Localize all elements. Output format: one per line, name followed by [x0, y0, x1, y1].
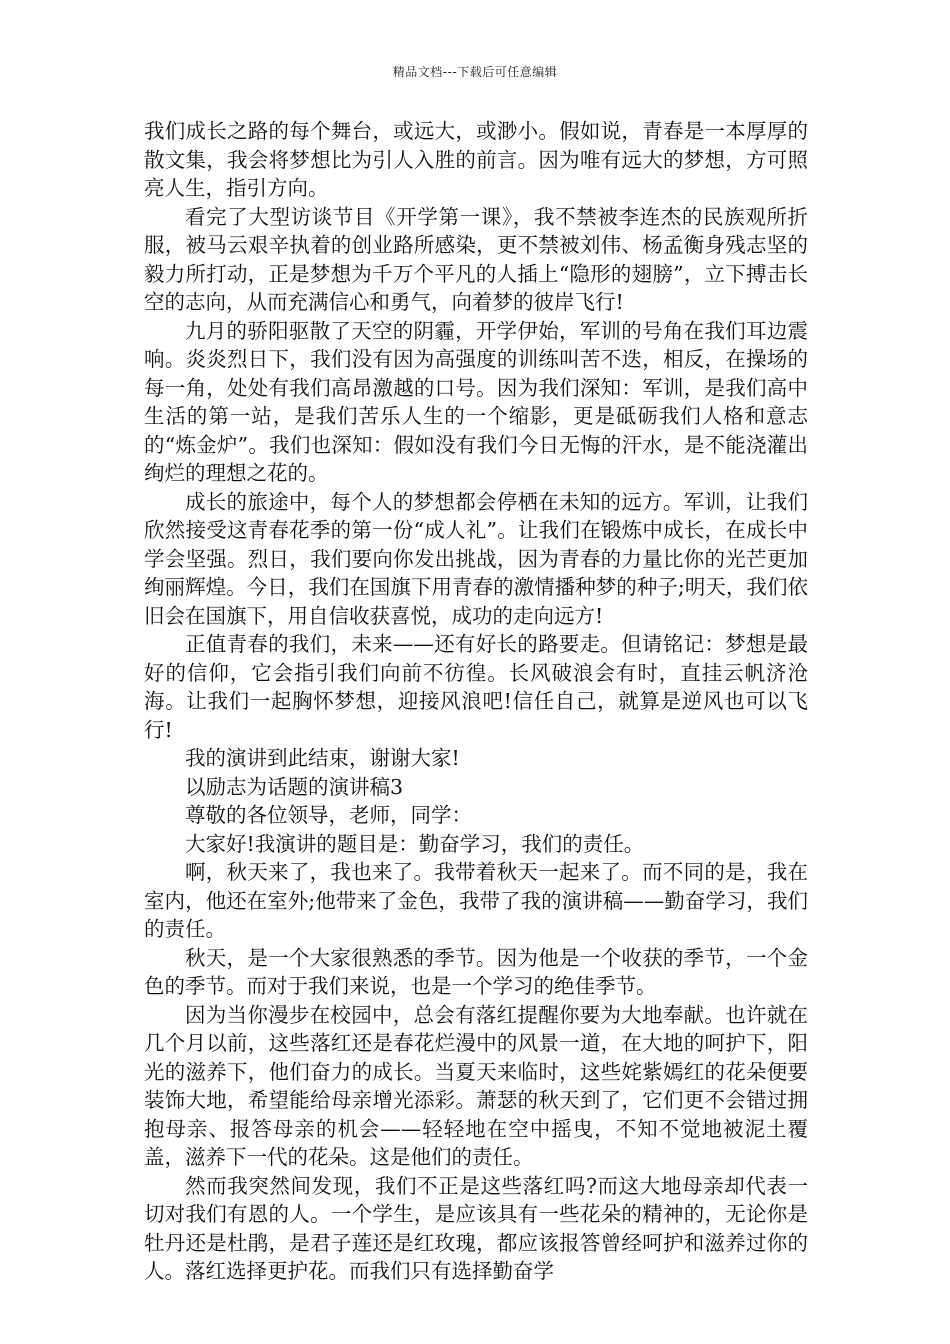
paragraph: 看完了大型访谈节目《开学第一课》，我不禁被李连杰的民族观所折服，被马云艰辛执着的创业路所感染，更不禁被刘伟、杨孟衡身残志坚的毅力所打动，正是梦想为千万个平凡的人插上“隐形的翅膀”，立下搏击长空的志向，从而充满信心和勇气，向着梦的彼岸飞行! [144, 204, 808, 314]
closing-line: 我的演讲到此结束，谢谢大家! [185, 746, 460, 770]
paragraph: 因为当你漫步在校园中，总会有落红提醒你要为大地奉献。也许就在几个月以前，这些落红还是春花烂漫中的风景一道，在大地的呵护下，阳光的滋养下，他们奋力的成长。当夏天来临时，这些姹紫嫣红的花朵便要装饰大地，希望能给母亲增光添彩。萧瑟的秋天到了，它们更不会错过拥抱母亲、报答母亲的机会——轻轻地在空中摇曳，不知不觉地被泥土覆盖，滋养下一代的花朵。这是他们的责任。 [144, 1002, 808, 1169]
salutation: 尊敬的各位领导，老师，同学： [185, 803, 472, 827]
paragraph: 我们成长之路的每个舞台，或远大，或渺小。假如说，青春是一本厚厚的散文集，我会将梦想比为引人入胜的前言。因为唯有远大的梦想，方可照亮人生，指引方向。 [144, 119, 808, 200]
paragraph: 大家好!我演讲的题目是：勤奋学习，我们的责任。 [185, 831, 645, 856]
paragraph: 啊，秋天来了，我也来了。我带着秋天一起来了。而不同的是，我在室内，他还在室外;他带来了金色，我带了我的演讲稿——勤奋学习，我们的责任。 [144, 860, 808, 941]
section-title: 以励志为话题的演讲稿3 [185, 774, 404, 799]
paragraph: 九月的骄阳驱散了天空的阴霾，开学伊始，军训的号角在我们耳边震响。炎炎烈日下，我们没有因为高强度的训练叫苦不迭，相反，在操场的每一角，处处有我们高昂激越的口号。因为我们深知：军训，是我们高中生活的第一站，是我们苦乐人生的一个缩影，更是砥砺我们人格和意志的“炼金炉”。我们也深知：假如没有我们今日无悔的汗水，是不能浇灌出绚烂的理想之花的。 [144, 318, 808, 485]
paragraph: 成长的旅途中，每个人的梦想都会停栖在未知的远方。军训，让我们欣然接受这青春花季的第一份“成人礼”。让我们在锻炼中成长，在成长中学会坚强。烈日，我们要向你发出挑战，因为青春的力量比你的光芒更加绚丽辉煌。今日，我们在国旗下用青春的激情播种梦的种子;明天，我们依旧会在国旗下，用自信收获喜悦，成功的走向远方! [144, 489, 808, 628]
paragraph: 然而我突然间发现，我们不正是这些落红吗?而这大地母亲却代表一切对我们有恩的人。一个学生，是应该具有一些花朵的精神的，无论你是牡丹还是杜鹃，是君子莲还是红玫瑰，都应该报答曾经呵护和滋养过你的人。落红选择更护花。而我们只有选择勤奋学 [144, 1173, 808, 1283]
paragraph: 正值青春的我们，未来——还有好长的路要走。但请铭记：梦想是最好的信仰，它会指引我们向前不彷徨。长风破浪会有时，直挂云帆济沧海。让我们一起胸怀梦想，迎接风浪吧!信任自己，就算是逆风也可以飞行! [144, 632, 808, 742]
document-body [144, 117, 808, 1286]
page-header: 精品文档---下载后可任意编辑 [392, 65, 558, 79]
paragraph: 秋天，是一个大家很熟悉的季节。因为他是一个收获的季节，一个金色的季节。而对于我们来说，也是一个学习的绝佳季节。 [144, 945, 808, 998]
